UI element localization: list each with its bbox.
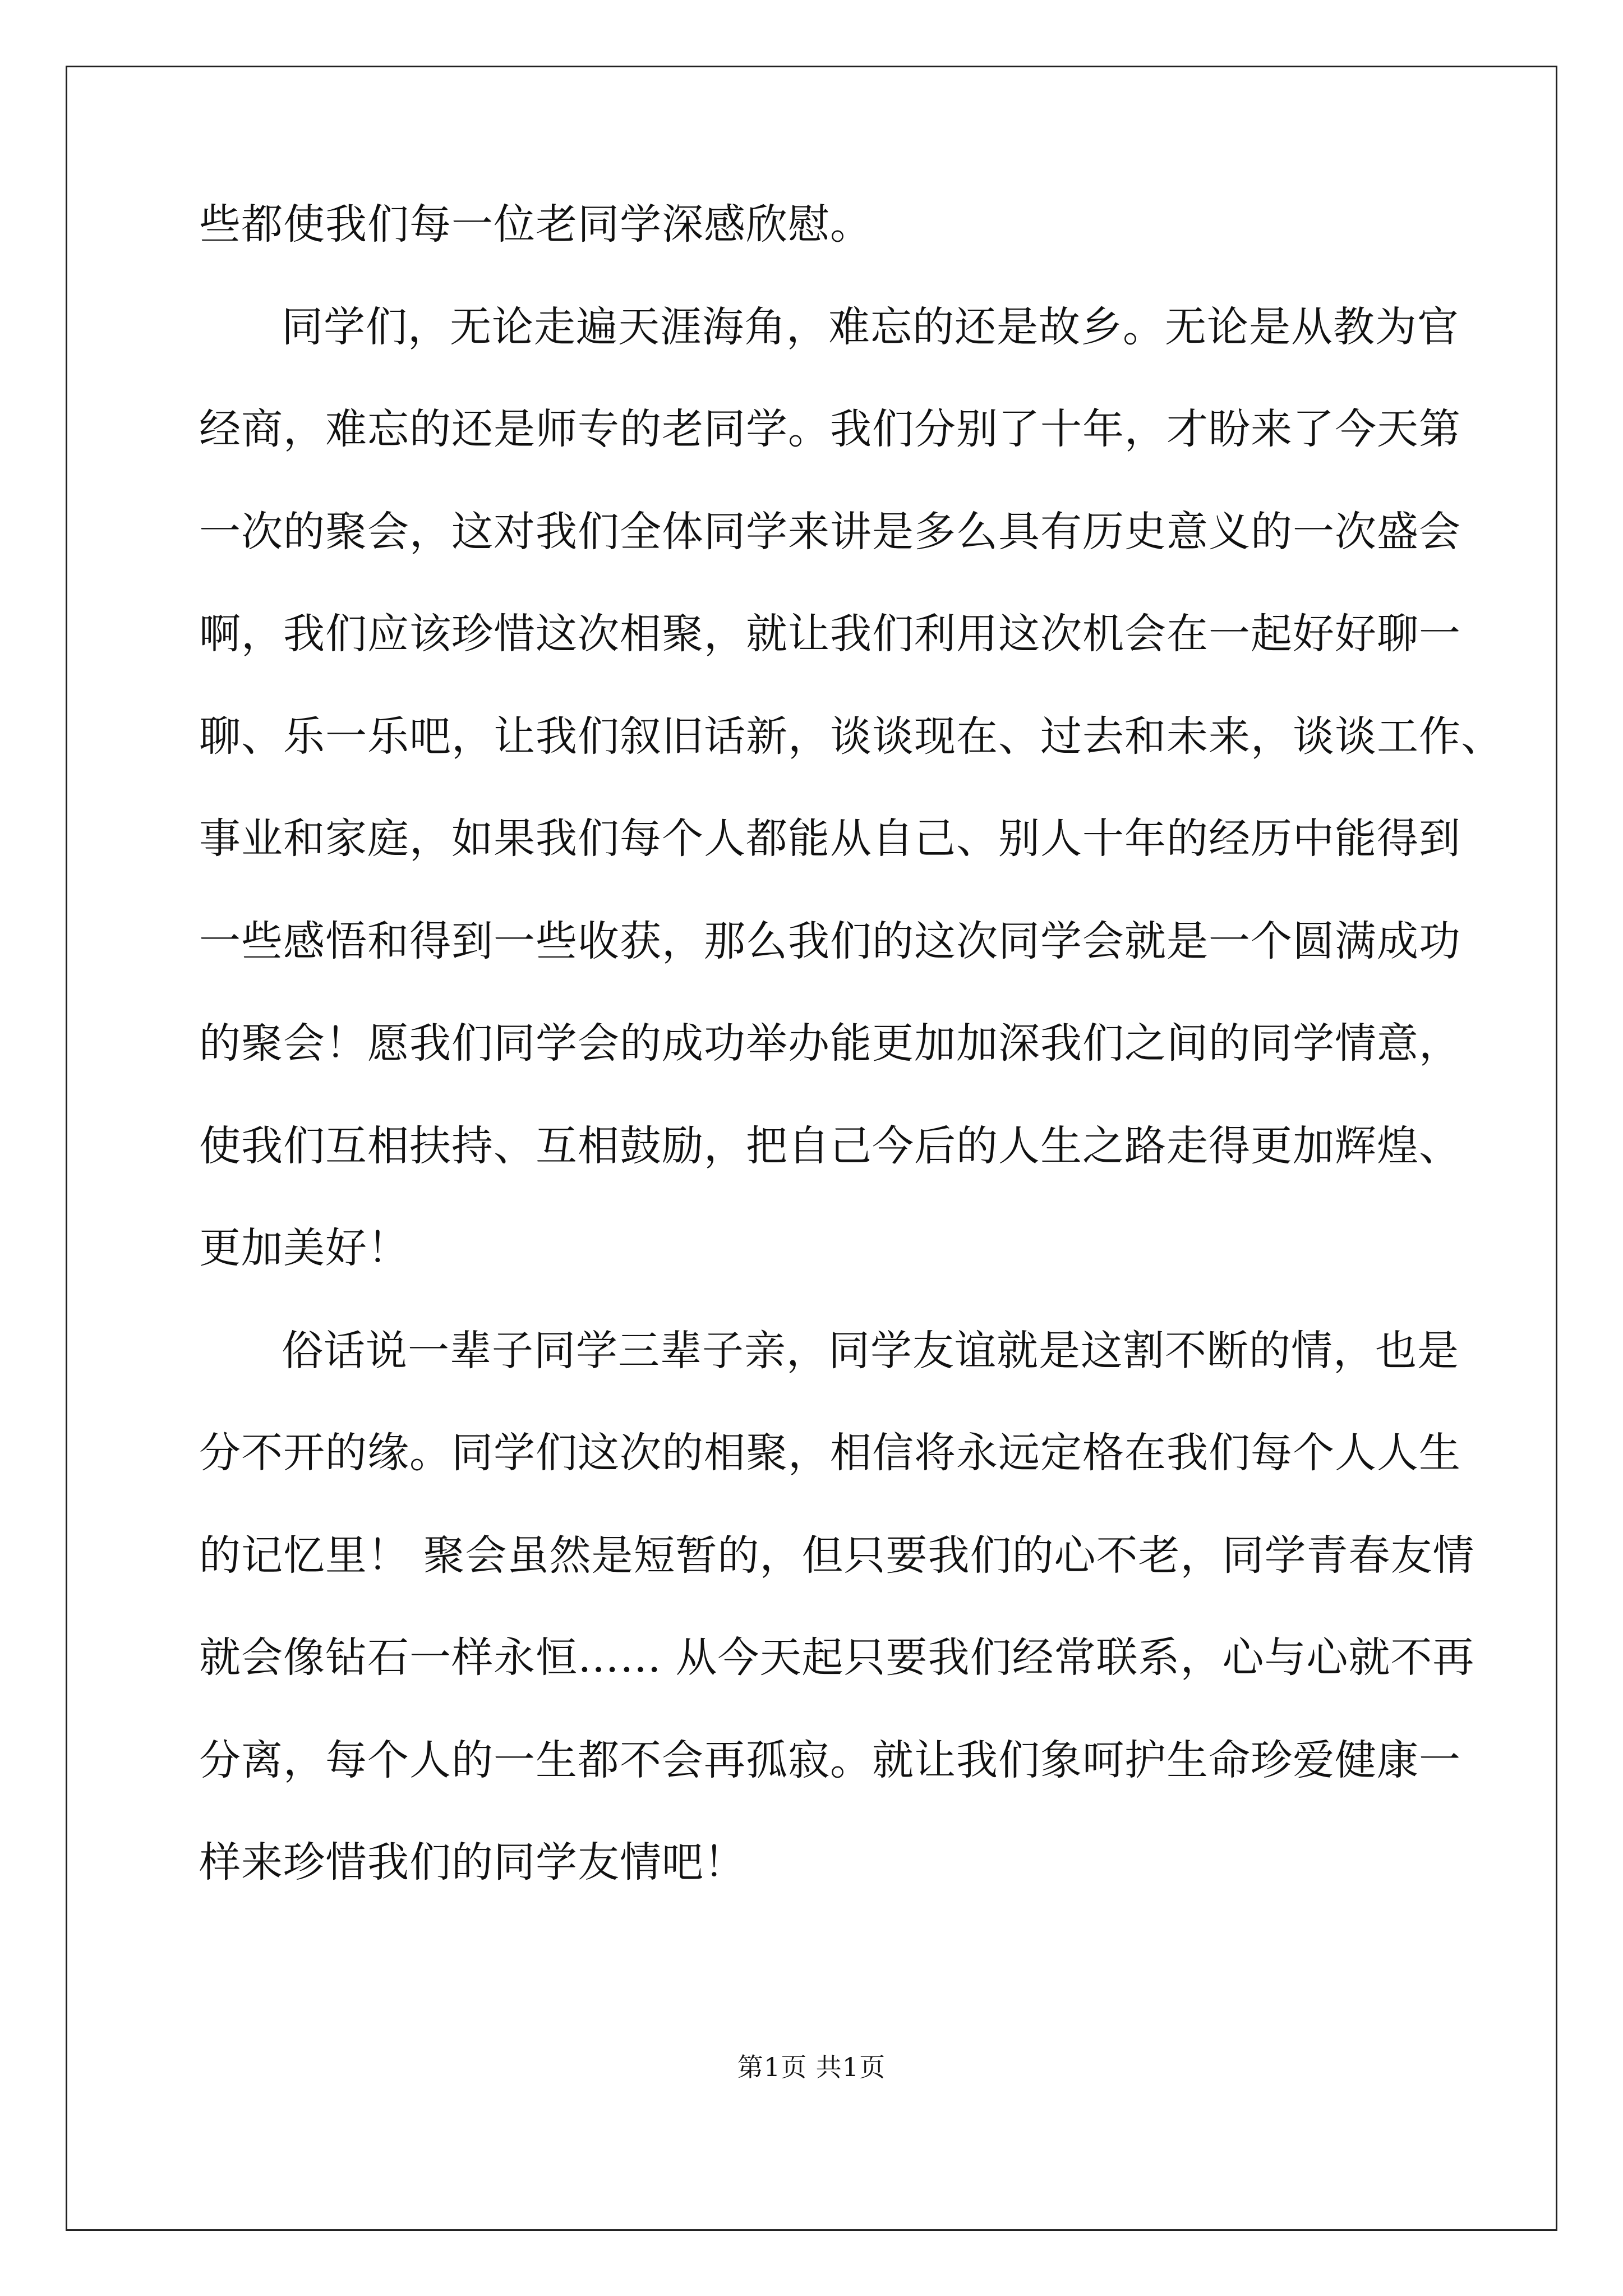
paragraph-line: 聊、乐一乐吧，让我们叙旧话新，谈谈现在、过去和未来，谈谈工作、 xyxy=(199,712,1503,761)
paragraph-line: 些都使我们每一位老同学深感欣慰。 xyxy=(199,200,872,249)
paragraph-line: 俗话说一辈子同学三辈子亲，同学友谊就是这割不断的情，也是 xyxy=(282,1326,1459,1375)
paragraph-line: 分离，每个人的一生都不会再孤寂。就让我们象呵护生命珍爱健康一 xyxy=(199,1736,1461,1784)
page-number-footer: 第1页 共1页 xyxy=(737,2052,886,2082)
paragraph-line: 样来珍惜我们的同学友情吧！ xyxy=(199,1838,746,1887)
paragraph-line: 一次的聚会，这对我们全体同学来讲是多么具有历史意义的一次盛会 xyxy=(199,507,1461,556)
paragraph-line: 分不开的缘。同学们这次的相聚，相信将永远定格在我们每个人人生 xyxy=(199,1429,1461,1477)
paragraph-line: 的记忆里！ 聚会虽然是短暂的，但只要我们的心不老，同学青春友情 xyxy=(199,1531,1475,1580)
paragraph-line: 使我们互相扶持、互相鼓励，把自己今后的人生之路走得更加辉煌、 xyxy=(199,1121,1461,1170)
paragraph-line: 的聚会！愿我们同学会的成功举办能更加加深我们之间的同学情意， xyxy=(199,1019,1461,1068)
paragraph-line: 一些感悟和得到一些收获，那么我们的这次同学会就是一个圆满成功 xyxy=(199,917,1461,965)
paragraph-line: 同学们，无论走遍天涯海角，难忘的还是故乡。无论是从教为官 xyxy=(282,302,1459,351)
paragraph-line: 就会像钻石一样永恒…… 从今天起只要我们经常联系，心与心就不再 xyxy=(199,1634,1475,1682)
paragraph-line: 啊，我们应该珍惜这次相聚，就让我们利用这次机会在一起好好聊一 xyxy=(199,610,1461,658)
paragraph-line: 经商，难忘的还是师专的老同学。我们分别了十年，才盼来了今天第 xyxy=(199,405,1461,453)
paragraph-line: 事业和家庭，如果我们每个人都能从自己、别人十年的经历中能得到 xyxy=(199,815,1461,863)
paragraph-line: 更加美好！ xyxy=(199,1224,409,1272)
